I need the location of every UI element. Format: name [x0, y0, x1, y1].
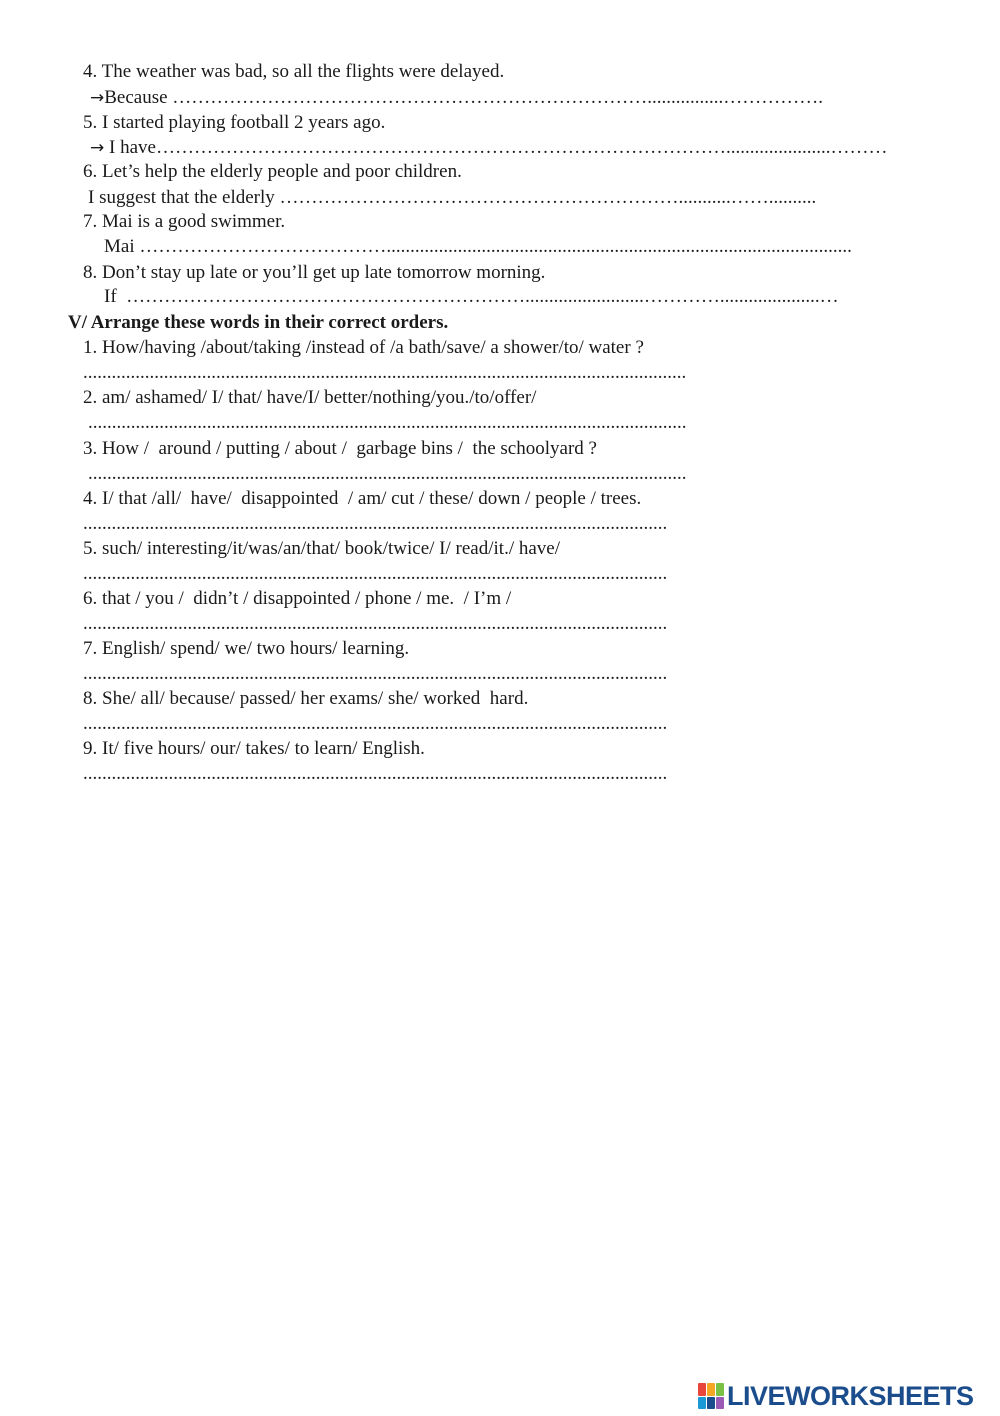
- arrange-answer-9[interactable]: ...........................................................................................................................: [83, 763, 668, 784]
- answer-line-6[interactable]: I suggest that the elderly ………………………………………………………...........……..........: [88, 187, 817, 208]
- arrange-answer-2[interactable]: ..............................................................................................................................: [88, 412, 687, 433]
- arrange-answer-1[interactable]: ...............................................................................................................................: [83, 362, 687, 383]
- question-6: 6. Let’s help the elderly people and poor children.: [83, 161, 462, 182]
- answer-line-7[interactable]: Mai …………………………………..................................................................................................: [104, 236, 852, 257]
- question-7: 7. Mai is a good swimmer.: [83, 211, 286, 232]
- logo-block: [707, 1383, 715, 1396]
- logo-block: [716, 1383, 724, 1396]
- logo-block: [698, 1397, 706, 1410]
- arrange-question-1: 1. How/having /about/taking /instead of /a bath/save/ a shower/to/ water ?: [83, 337, 644, 358]
- arrange-answer-4[interactable]: ...........................................................................................................................: [83, 513, 668, 534]
- logo-text: LIVEWORKSHEETS: [727, 1380, 974, 1411]
- arrange-answer-6[interactable]: ...........................................................................................................................: [83, 613, 668, 634]
- arrange-answer-7[interactable]: ...........................................................................................................................: [83, 663, 668, 684]
- arrange-question-8: 8. She/ all/ because/ passed/ her exams/ she/ worked hard.: [83, 688, 529, 709]
- arrange-question-9: 9. It/ five hours/ our/ takes/ to learn/ English.: [83, 738, 425, 759]
- arrange-question-3: 3. How / around / putting / about / garbage bins / the schoolyard ?: [83, 438, 597, 459]
- arrow-right-icon: →: [90, 88, 105, 108]
- arrange-answer-3[interactable]: ..............................................................................................................................: [88, 463, 687, 484]
- section-title: V/ Arrange these words in their correct orders.: [68, 312, 449, 333]
- liveworksheets-logo[interactable]: [698, 1376, 998, 1416]
- logo-block: [716, 1397, 724, 1410]
- arrange-question-6: 6. that / you / didn’t / disappointed / phone / me. / I’m /: [83, 588, 512, 609]
- answer-line-5[interactable]: → I have………………………………………………………………………………......................………: [90, 137, 888, 158]
- question-5: 5. I started playing football 2 years ago.: [83, 112, 386, 133]
- arrow-right-icon: →: [90, 138, 105, 158]
- logo-block: [698, 1383, 706, 1396]
- logo-block: [707, 1397, 715, 1410]
- question-4: 4. The weather was bad, so all the flights were delayed.: [83, 61, 505, 82]
- arrange-answer-8[interactable]: ...........................................................................................................................: [83, 713, 668, 734]
- arrange-question-7: 7. English/ spend/ we/ two hours/ learning.: [83, 638, 410, 659]
- logo-mark-icon: [698, 1383, 724, 1409]
- answer-line-4[interactable]: →Because …………………………………………………………………................…………….: [90, 87, 824, 108]
- arrange-question-4: 4. I/ that /all/ have/ disappointed / am/ cut / these/ down / people / trees.: [83, 488, 642, 509]
- answer-line-8[interactable]: If ……………………………………………………….........................………….....................…: [104, 286, 839, 307]
- question-8: 8. Don’t stay up late or you’ll get up late tomorrow morning.: [83, 262, 546, 283]
- arrange-question-2: 2. am/ ashamed/ I/ that/ have/I/ better/nothing/you./to/offer/: [83, 387, 537, 408]
- arrange-question-5: 5. such/ interesting/it/was/an/that/ book/twice/ I/ read/it./ have/: [83, 538, 560, 559]
- arrange-answer-5[interactable]: ...........................................................................................................................: [83, 563, 668, 584]
